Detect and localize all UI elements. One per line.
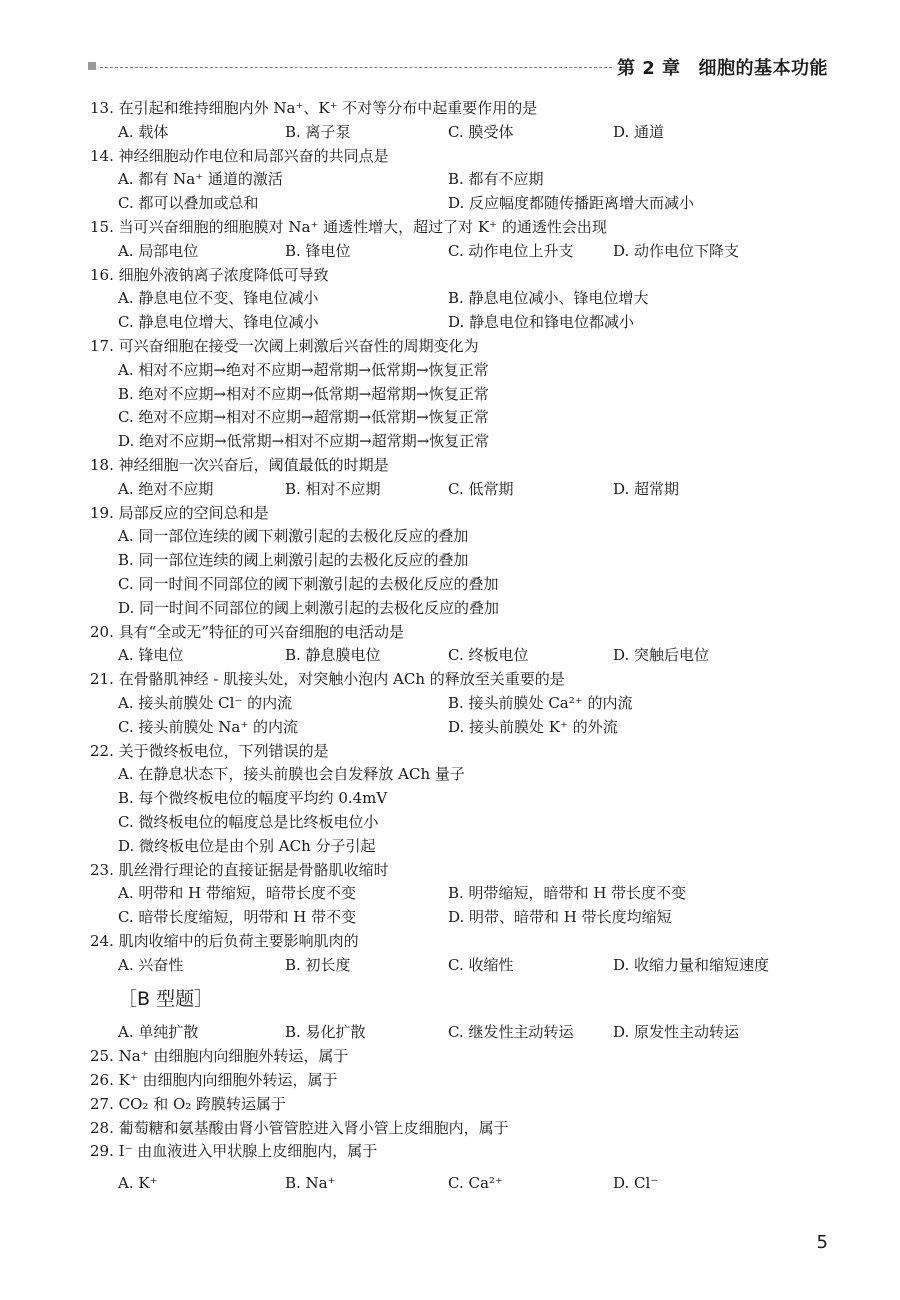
option-d: D. 收缩力量和缩短速度 [613,955,770,974]
option-d: D. 反应幅度都随传播距离增大而减小 [448,194,695,213]
option-b: B. 锋电位 [285,241,351,260]
option-a: A. K⁺ [118,1174,158,1193]
question-stem [90,1069,810,1093]
question-item [90,264,810,335]
question-stem [90,930,810,954]
option-c: C. 终板电位 [448,646,529,665]
question-text: 可兴奋细胞在接受一次阈上刺激后兴奋性的周期变化为 [118,336,479,355]
question-item [90,621,810,669]
option-c: C. 接头前膜处 Na⁺ 的内流 [118,717,299,736]
question-item [90,668,810,739]
question-item [90,335,810,454]
question-stem [90,1045,810,1069]
option-d: D. 通道 [613,122,665,141]
question-stem [90,859,810,883]
option-a: A. 接头前膜处 Cl⁻ 的内流 [118,693,293,712]
option-d: D. 原发性主动转运 [613,1023,740,1042]
option-row [90,192,810,216]
option-d: D. 明带、暗带和 H 带长度均缩短 [448,908,672,927]
question-item [90,145,810,216]
question-stem [90,621,810,645]
question-number: 29. [90,1142,114,1161]
option-c: C. 同一时间不同部位的阈下刺激引起的去极化反应的叠加 [118,574,499,593]
header-dashed-rule [100,67,612,68]
option-row [90,287,810,311]
question-text: 肌肉收缩中的后负荷主要影响肌肉的 [118,931,359,950]
option-row [90,168,810,192]
option-b: B. 同一部位连续的阈上刺激引起的去极化反应的叠加 [118,551,469,570]
option-b: B. 都有不应期 [448,170,544,189]
option-c: C. 继发性主动转运 [448,1023,574,1042]
option-c: C. 膜受体 [448,122,514,141]
question-text: 神经细胞动作电位和局部兴奋的共同点是 [118,146,389,165]
question-text: 神经细胞一次兴奋后，阈值最低的时期是 [118,455,389,474]
question-number: 24. [90,931,114,950]
question-stem [90,1117,810,1141]
question-text: 在骨骼肌神经 - 肌接头处，对突触小泡内 ACh 的释放至关重要的是 [118,670,565,689]
question-stem [90,145,810,169]
question-number: 22. [90,741,114,760]
option-row [90,716,810,740]
option-a: A. 锋电位 [118,646,184,665]
option-b: B. 初长度 [285,955,351,974]
chapter-number: 第 2 章 [616,58,681,79]
option-b: B. 接头前膜处 Ca²⁺ 的内流 [448,693,633,712]
question-text: K⁺ 由细胞内向细胞外转运，属于 [118,1071,338,1090]
option-d: D. 接头前膜处 K⁺ 的外流 [448,717,618,736]
option-a: A. 载体 [118,122,169,141]
question-item [90,859,810,930]
option-a: A. 相对不应期→绝对不应期→超常期→低常期→恢复正常 [118,360,489,379]
question-stem [90,740,810,764]
question-item [90,502,810,621]
option-a: A. 明带和 H 带缩短，暗带长度不变 [118,884,356,903]
option-row [90,478,810,502]
option-a: A. 单纯扩散 [118,1023,199,1042]
question-text: 具有“全或无”特征的可兴奋细胞的电活动是 [118,622,404,641]
option-b: B. Na⁺ [285,1174,336,1193]
question-list [90,97,810,1196]
question-number: 27. [90,1094,114,1113]
question-number: 26. [90,1071,114,1090]
question-item [90,740,810,859]
question-item [90,930,810,978]
option-row [90,906,810,930]
option-b: B. 绝对不应期→相对不应期→低常期→超常期→恢复正常 [118,384,489,403]
page-number: 5 [816,1232,828,1253]
option-a: A. 绝对不应期 [118,479,214,498]
option-row [90,240,810,264]
option-c: C. 收缩性 [448,955,514,974]
question-number: 13. [90,99,114,117]
option-b: B. 每个微终板电位的幅度平均约 0.4mV [118,789,388,808]
question-item [90,454,810,502]
option-c: C. 暗带长度缩短，明带和 H 带不变 [118,908,357,927]
option-d: D. Cl⁻ [613,1174,659,1193]
question-text: 细胞外液钠离子浓度降低可导致 [118,265,329,284]
question-text: I⁻ 由血液进入甲状腺上皮细胞内，属于 [118,1142,378,1161]
option-b: B. 静息膜电位 [285,646,381,665]
option-row [90,644,810,668]
option-c: C. 都可以叠加或总和 [118,194,259,213]
section-title-b: ［B 型题］ [118,988,214,1011]
question-number: 19. [90,503,114,522]
question-stem [90,216,810,240]
question-number: 14. [90,146,114,165]
option-a: A. 局部电位 [118,241,199,260]
option-row [90,692,810,716]
question-number: 15. [90,217,114,236]
question-stem [90,668,810,692]
question-number: 25. [90,1047,114,1066]
question-stem [90,454,810,478]
option-b: B. 静息电位减小、锋电位增大 [448,289,649,308]
option-d: D. 微终板电位是由个别 ACh 分子引起 [118,836,376,855]
question-text: Na⁺ 由细胞内向细胞外转运，属于 [118,1047,349,1066]
option-a: A. 兴奋性 [118,955,184,974]
question-item [90,97,810,145]
question-number: 20. [90,622,114,641]
option-a: A. 同一部位连续的阈下刺激引起的去极化反应的叠加 [118,527,469,546]
option-a: A. 在静息状态下，接头前膜也会自发释放 ACh 量子 [118,765,465,784]
question-number: 23. [90,860,114,879]
option-b: B. 相对不应期 [285,479,381,498]
option-row [90,1172,810,1196]
question-stem [90,1093,810,1117]
question-stem [90,502,810,526]
question-number: 18. [90,455,114,474]
option-row [90,882,810,906]
option-a: A. 都有 Na⁺ 通道的激活 [118,170,283,189]
option-c: C. 动作电位上升支 [448,241,574,260]
option-row [90,311,810,335]
option-c: C. 微终板电位的幅度总是比终板电位小 [118,812,379,831]
question-text: 肌丝滑行理论的直接证据是骨骼肌收缩时 [118,860,389,879]
question-text: 当可兴奋细胞的细胞膜对 Na⁺ 通透性增大，超过了对 K⁺ 的通透性会出现 [118,217,607,236]
spacer [90,1164,810,1172]
option-b: B. 明带缩短，暗带和 H 带长度不变 [448,884,687,903]
question-stem [90,264,810,288]
question-text: 在引起和维持细胞内外 Na⁺、K⁺ 不对等分布中起重要作用的是 [118,99,538,117]
question-stem [90,1140,810,1164]
header-square-marker [88,62,96,70]
option-c: C. 静息电位增大、锋电位减小 [118,313,319,332]
option-d: D. 绝对不应期→低常期→相对不应期→超常期→恢复正常 [118,432,490,451]
option-b: B. 易化扩散 [285,1023,366,1042]
question-stem [90,335,810,359]
option-row [90,121,810,145]
question-text: 葡萄糖和氨基酸由肾小管管腔进入肾小管上皮细胞内，属于 [118,1118,509,1137]
option-d: D. 突触后电位 [613,646,710,665]
option-row [90,1021,810,1045]
question-number: 16. [90,265,114,284]
option-d: D. 动作电位下降支 [613,241,740,260]
question-text: CO₂ 和 O₂ 跨膜转运属于 [118,1094,287,1113]
page-header [88,50,828,86]
chapter-title: 细胞的基本功能 [698,58,828,79]
option-b: B. 离子泵 [285,122,351,141]
option-c: C. 绝对不应期→相对不应期→超常期→低常期→恢复正常 [118,408,489,427]
option-c: C. Ca²⁺ [448,1174,503,1193]
question-text: 局部反应的空间总和是 [118,503,269,522]
option-a: A. 静息电位不变、锋电位减小 [118,289,319,308]
option-d: D. 静息电位和锋电位都减小 [448,313,635,332]
option-c: C. 低常期 [448,479,514,498]
chapter-heading [617,54,828,80]
question-stem [90,97,810,121]
question-item [90,216,810,264]
option-row [90,954,810,978]
option-d: D. 同一时间不同部位的阈上刺激引起的去极化反应的叠加 [118,598,500,617]
question-text: 关于微终板电位，下列错误的是 [118,741,329,760]
question-number: 28. [90,1118,114,1137]
question-number: 21. [90,670,114,689]
question-number: 17. [90,336,114,355]
option-d: D. 超常期 [613,479,680,498]
